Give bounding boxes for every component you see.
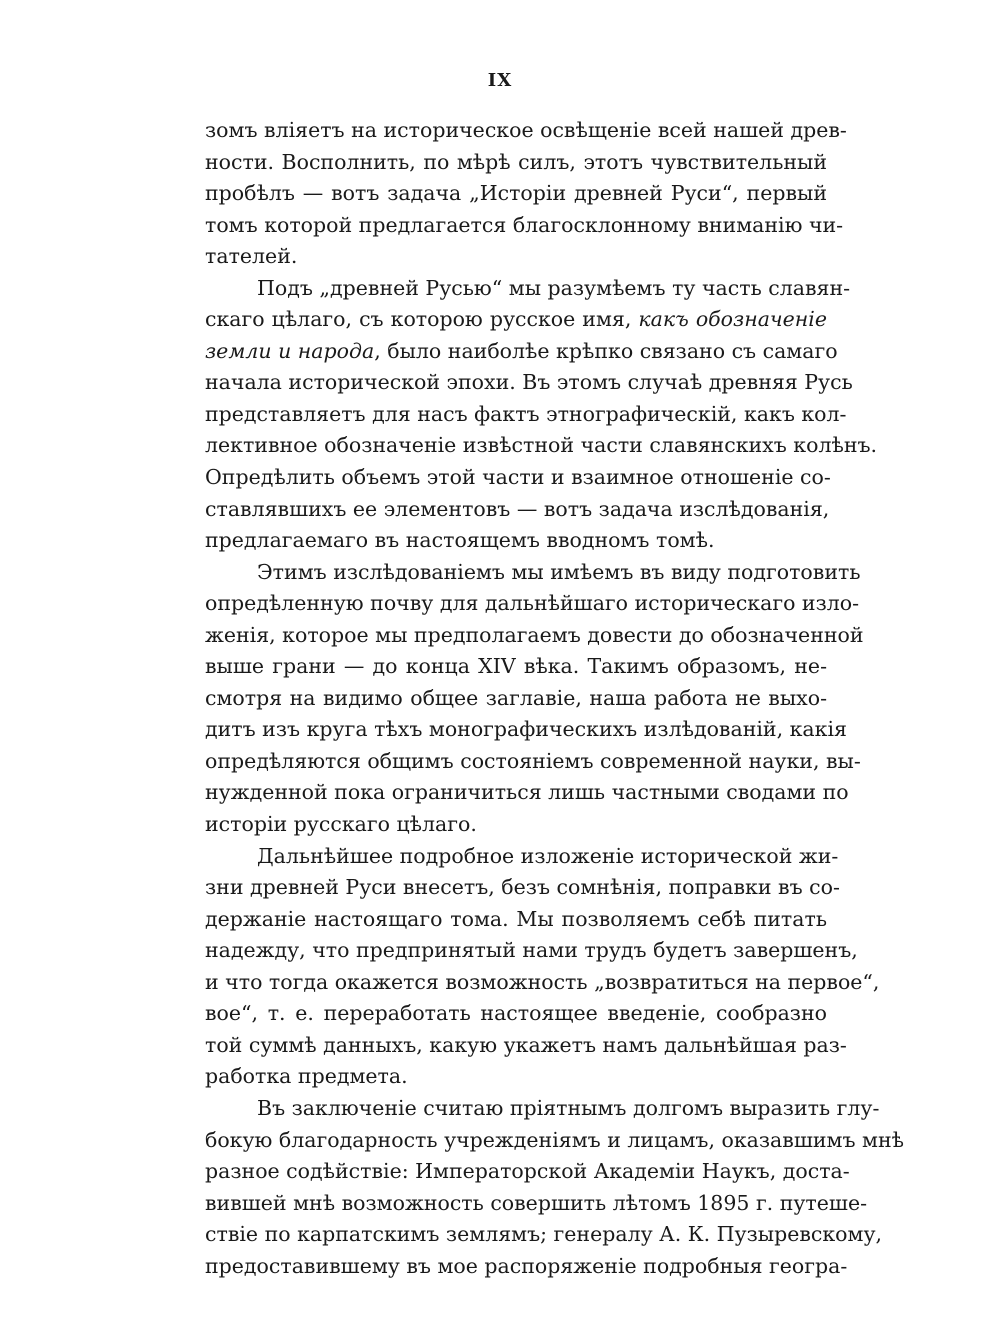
text-segment: зни древней Руси внесетъ, безъ сомнѣнія, поправки въ со- bbox=[205, 875, 840, 900]
paragraph bbox=[205, 841, 880, 1093]
text-segment: ставлявшихъ ее элементовъ — вотъ задача изслѣдованія, bbox=[205, 496, 830, 521]
text-segment: ствіе по карпатскимъ землямъ; генералу А. К. Пузыревскому, bbox=[205, 1222, 883, 1247]
text-line bbox=[205, 241, 827, 273]
text-segment: тателей. bbox=[205, 244, 298, 269]
text-line bbox=[205, 746, 861, 778]
text-segment: опредѣленную почву для дальнѣйшаго историческаго изло- bbox=[205, 591, 860, 616]
text-line bbox=[205, 557, 861, 589]
text-line bbox=[205, 651, 827, 683]
text-segment: томъ которой предлагается благосклонному вниманію чи- bbox=[205, 212, 844, 237]
text-line bbox=[205, 462, 831, 494]
text-segment: , было наиболѣе крѣпко связано съ самаго bbox=[374, 338, 838, 363]
text-segment: Опредѣлить объемъ этой части и взаимное отношеніе со- bbox=[205, 465, 831, 490]
text-line bbox=[205, 1156, 850, 1188]
text-line bbox=[205, 399, 847, 431]
text-segment: выше грани — до конца XIV вѣка. Такимъ образомъ, не- bbox=[205, 654, 827, 679]
text-segment: и что тогда окажется возможность „возвратиться на первое“, bbox=[205, 969, 880, 994]
text-segment: исторіи русскаго цѣлаго. bbox=[205, 812, 477, 837]
text-line bbox=[205, 714, 847, 746]
text-segment: представляетъ для насъ фактъ этнографическій, какъ кол- bbox=[205, 401, 847, 426]
text-line bbox=[205, 1061, 827, 1093]
text-line bbox=[205, 1093, 880, 1125]
text-line bbox=[205, 1188, 868, 1220]
text-line bbox=[205, 967, 880, 999]
text-segment: пробѣлъ — вотъ задача „Исторіи древней Руси“, первый bbox=[205, 181, 827, 206]
text-line bbox=[205, 620, 864, 652]
text-line bbox=[205, 1030, 847, 1062]
text-segment: опредѣляются общимъ состояніемъ современной науки, вы- bbox=[205, 748, 861, 773]
page-number: IX bbox=[487, 70, 513, 91]
text-line bbox=[205, 494, 830, 526]
text-segment: женія, которое мы предполагаемъ довести до обозначенной bbox=[205, 622, 864, 647]
italic-text: земли и народа bbox=[205, 338, 375, 363]
text-segment: Этимъ изслѣдованіемъ мы имѣемъ въ виду подготовить bbox=[257, 559, 861, 584]
italic-text: какъ обозначеніе bbox=[638, 307, 827, 332]
text-segment: работка предмета. bbox=[205, 1064, 408, 1089]
text-line bbox=[205, 777, 849, 809]
paragraph bbox=[205, 115, 847, 273]
text-line bbox=[205, 1125, 905, 1157]
text-line bbox=[205, 525, 827, 557]
text-segment: смотря на видимо общее заглавіе, наша работа не выхо- bbox=[205, 685, 827, 710]
text-segment: лективное обозначеніе извѣстной части славянскихъ колѣнъ. bbox=[205, 433, 878, 458]
text-line bbox=[205, 430, 878, 462]
text-segment: разное содѣйствіе: Императорской Академіи Наукъ, доста- bbox=[205, 1159, 850, 1184]
text-segment: вившей мнѣ возможность совершить лѣтомъ 1895 г. путеше- bbox=[205, 1190, 868, 1215]
text-segment: нужденной пока ограничиться лишь частными сводами по bbox=[205, 780, 849, 805]
text-segment: зомъ вліяетъ на историческое освѣщеніе всей нашей древ- bbox=[205, 118, 847, 142]
text-line bbox=[205, 336, 838, 368]
text-segment: Дальнѣйшее подробное изложеніе исторической жи- bbox=[257, 843, 839, 868]
paragraph bbox=[205, 557, 864, 841]
text-segment: Подъ „древней Русью“ мы разумѣемъ ту часть славян- bbox=[257, 275, 851, 300]
text-segment: Въ заключеніе считаю пріятнымъ долгомъ выразить глу- bbox=[257, 1095, 880, 1120]
text-line bbox=[205, 872, 840, 904]
paragraph bbox=[205, 1093, 905, 1282]
text-segment: бокую благодарность учрежденіямъ и лицамъ, оказавшимъ мнѣ bbox=[205, 1127, 905, 1152]
text-line bbox=[205, 1251, 848, 1283]
text-segment: предлагаемаго въ настоящемъ вводномъ томѣ. bbox=[205, 528, 715, 553]
body-text bbox=[205, 115, 905, 1282]
text-segment: предоставившему въ мое распоряженіе подробныя геогра- bbox=[205, 1253, 848, 1278]
text-line bbox=[205, 115, 847, 147]
text-line bbox=[205, 998, 827, 1030]
text-line bbox=[205, 588, 860, 620]
text-line bbox=[205, 1219, 883, 1251]
text-segment: ности. Восполнить, по мѣрѣ силъ, этотъ чувствительный bbox=[205, 149, 827, 174]
text-segment: той суммѣ данныхъ, какую укажетъ намъ дальнѣйшая раз- bbox=[205, 1032, 847, 1057]
text-line bbox=[205, 273, 851, 305]
text-segment: держаніе настоящаго тома. Мы позволяемъ себѣ питать bbox=[205, 906, 827, 931]
text-line bbox=[205, 683, 827, 715]
text-segment: начала исторической эпохи. Въ этомъ случаѣ древняя Русь bbox=[205, 370, 853, 395]
text-line bbox=[205, 304, 827, 336]
text-line bbox=[205, 367, 853, 399]
text-line bbox=[205, 178, 827, 210]
text-line bbox=[205, 809, 827, 841]
text-line bbox=[205, 904, 827, 936]
text-segment: скаго цѣлаго, съ которою русское имя, bbox=[205, 307, 639, 332]
text-line bbox=[205, 935, 858, 967]
paragraph bbox=[205, 273, 878, 557]
text-line bbox=[205, 210, 844, 242]
text-line bbox=[205, 841, 839, 873]
text-line bbox=[205, 147, 827, 179]
text-segment: дитъ изъ круга тѣхъ монографическихъ излѣдованій, какія bbox=[205, 717, 847, 742]
text-segment: надежду, что предпринятый нами трудъ будетъ завершенъ, bbox=[205, 938, 858, 963]
text-segment: вое“, т. е. переработать настоящее введеніе, сообразно bbox=[205, 1001, 827, 1026]
